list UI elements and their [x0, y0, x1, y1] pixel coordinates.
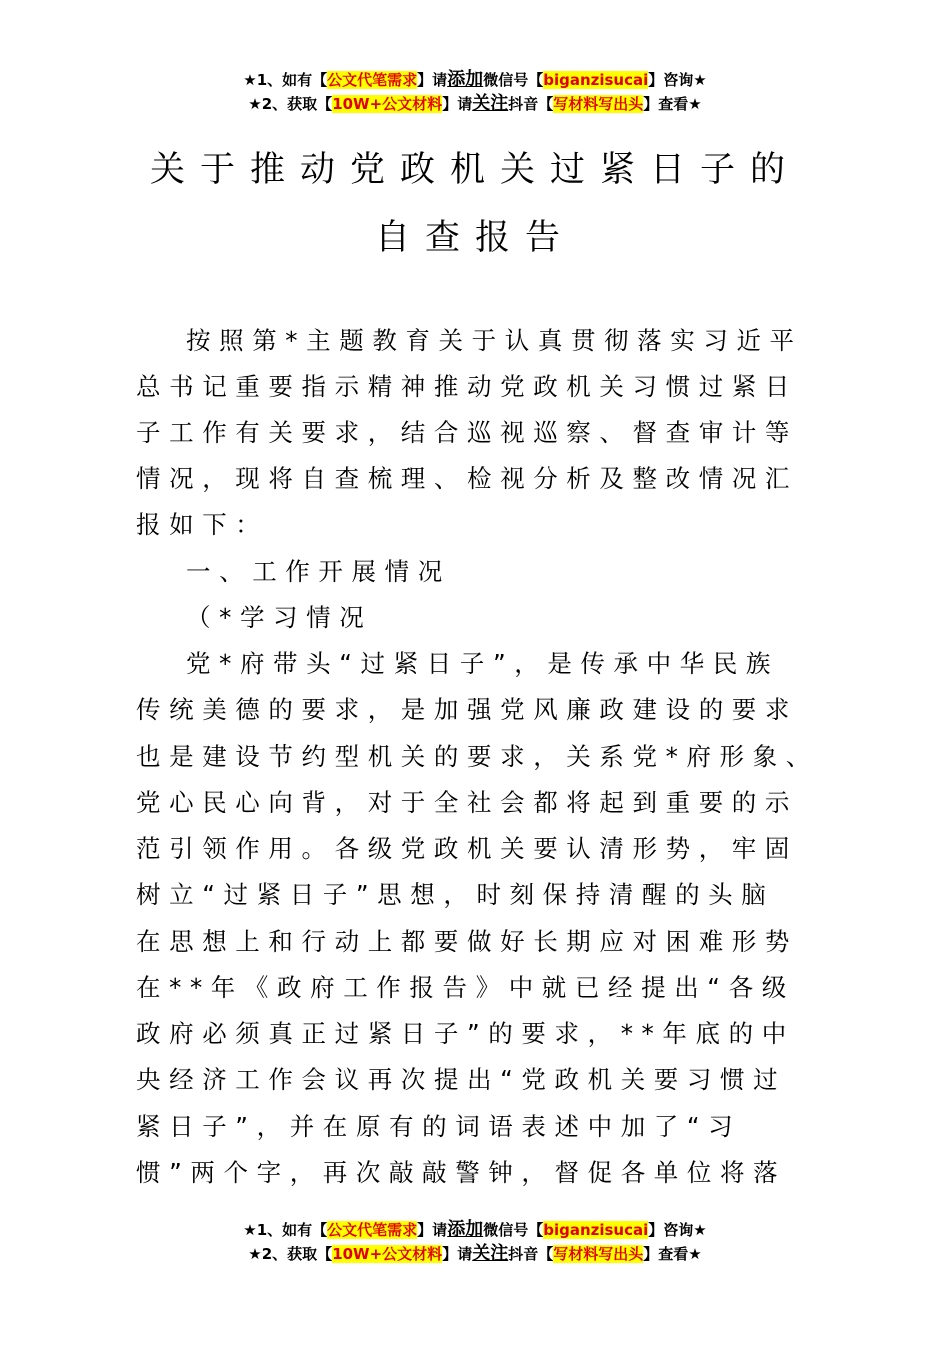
document-title-line-2: 自查报告: [374, 218, 575, 258]
banner-line-2: ★2、获取【10W+公文材料】请关注抖音【写材料写出头】查看★: [248, 93, 702, 114]
body-line: 央经济工作会议再次提出“党政机关要习惯过: [136, 1065, 787, 1094]
body-line: 树立“过紧日子”思想，时刻保持清醒的头脑: [136, 880, 775, 909]
section-heading: 一、工作开展情况: [186, 557, 451, 586]
subsection-heading: （*学习情况: [186, 603, 373, 632]
body-line: 范引领作用。各级党政机关要认清形势，牢固: [136, 834, 798, 863]
body-line: 政府必须真正过紧日子”的要求，**年底的中: [136, 1019, 795, 1048]
body-line: 紧日子”，并在原有的词语表述中加了“习: [136, 1112, 742, 1141]
banner-highlight: biganzisucai: [543, 1221, 649, 1239]
footer-banner: [0, 1218, 950, 1266]
body-line: 报如下：: [136, 510, 269, 539]
banner-line-1: ★1、如有【公文代笔需求】请添加微信号【biganzisucai】咨询★: [243, 1219, 707, 1240]
body-line: 情况，现将自查梳理、检视分析及整改情况汇: [136, 464, 798, 493]
banner-highlight: 10W+公文材料: [332, 1245, 443, 1263]
body-line: 在**年《政府工作报告》中就已经提出“各级: [136, 973, 795, 1002]
body-line: 按照第*主题教育关于认真贯彻落实习近平: [186, 326, 803, 355]
body-line: 也是建设节约型机关的要求，关系党*府形象、: [136, 742, 819, 771]
body-line: 总书记重要指示精神推动党政机关习惯过紧日: [136, 372, 798, 401]
body-line: 党*府带头“过紧日子”，是传承中华民族: [186, 649, 780, 678]
banner-highlight: 写材料写出头: [553, 95, 644, 113]
header-banner: [0, 68, 950, 116]
banner-highlight: 公文代笔需求: [327, 71, 418, 89]
body-line: 在思想上和行动上都要做好长期应对困难形势: [136, 927, 798, 956]
body-line: 惯”两个字，再次敲敲警钟，督促各单位将落: [136, 1158, 787, 1187]
body-line: 党心民心向背，对于全社会都将起到重要的示: [136, 788, 798, 817]
banner-highlight: biganzisucai: [543, 71, 649, 89]
document-title-line-1: 关于推动党政机关过紧日子的: [149, 150, 800, 190]
banner-line-2: ★2、获取【10W+公文材料】请关注抖音【写材料写出头】查看★: [248, 1243, 702, 1264]
banner-highlight: 公文代笔需求: [327, 1221, 418, 1239]
banner-highlight: 10W+公文材料: [332, 95, 443, 113]
banner-line-1: ★1、如有【公文代笔需求】请添加微信号【biganzisucai】咨询★: [243, 69, 707, 90]
body-line: 子工作有关要求，结合巡视巡察、督查审计等: [136, 418, 798, 447]
body-line: 传统美德的要求，是加强党风廉政建设的要求: [136, 695, 798, 724]
banner-highlight: 写材料写出头: [553, 1245, 644, 1263]
